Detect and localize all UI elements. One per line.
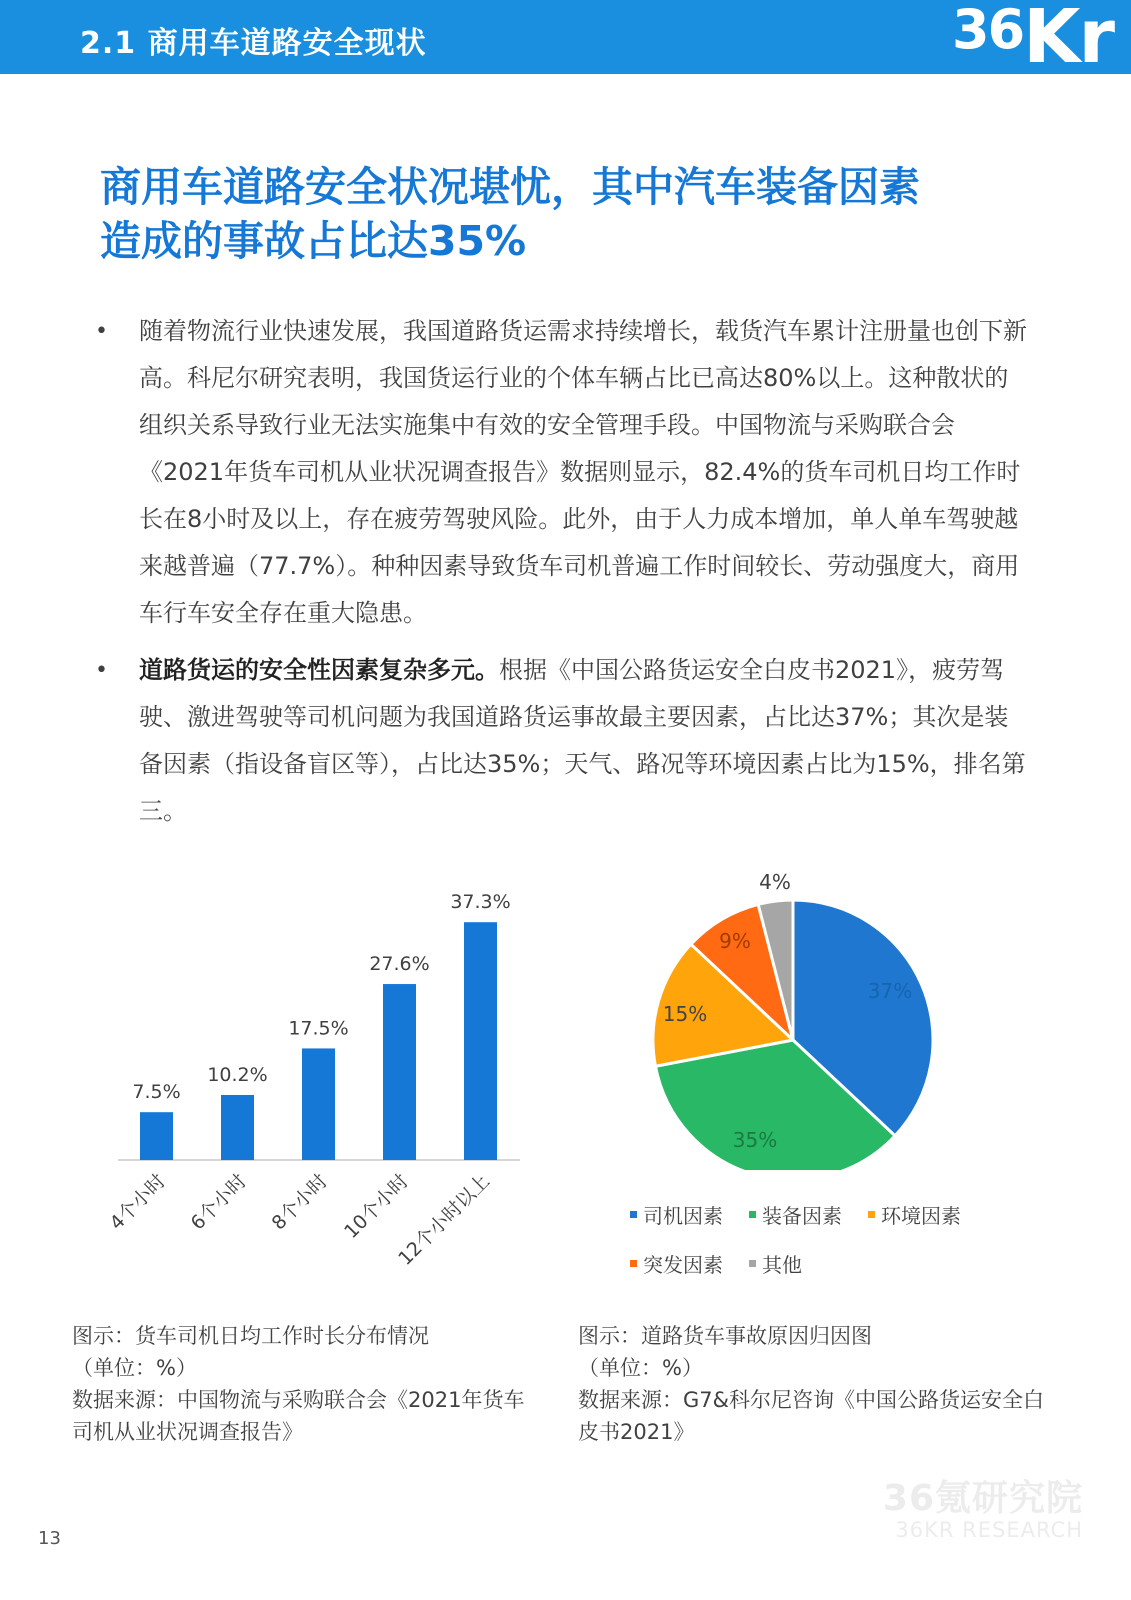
caption-title: 图示：货车司机日均工作时长分布情况: [72, 1324, 429, 1348]
page-headline: [100, 160, 1060, 268]
bullet-text-2: 根据《中国公路货运安全白皮书2021》，疲劳驾驶、激进驾驶等司机问题为我国道路货运事故最主要因素，占比达37%；其次是装备因素（指设备盲区等），占比达35%；天气、路况等环境因素占比为15%，排名第三。: [139, 656, 1026, 825]
bullet-text-1: 随着物流行业快速发展，我国道路货运需求持续增长，载货汽车累计注册量也创下新高。科尼尔研究表明，我国货运行业的个体车辆占比已高达80%以上。这种散状的组织关系导致行业无法实施集中有效的安全管理手段。中国物流与采购联合会《2021年货车司机从业状况调查报告》数据则显示，82.4%的货车司机日均工作时长在8小时及以上，存在疲劳驾驶风险。此外，由于人力成本增加，单人单车驾驶越来越普遍（77.7%）。种种因素导致货车司机普遍工作时间较长、劳动强度大，商用车行车安全存在重大隐患。: [139, 317, 1027, 627]
page-number: 13: [38, 1528, 61, 1549]
bar: [302, 1048, 335, 1160]
legend-label: 环境因素: [881, 1204, 961, 1228]
work-hours-bar-chart: [90, 880, 550, 1300]
bar-value-label: 7.5%: [132, 1081, 181, 1104]
bullet-marker: •: [95, 319, 108, 344]
bullet-list: [95, 308, 1030, 845]
caption-unit: （单位：%）: [72, 1356, 197, 1380]
pie-value-label: 4%: [759, 870, 791, 894]
legend-row-2: [630, 1249, 1030, 1278]
pie-chart-caption: [578, 1320, 1048, 1448]
legend-swatch: [630, 1260, 637, 1267]
x-tick-label: 12个小时以上: [394, 1169, 495, 1270]
pie-value-label: 35%: [732, 1128, 778, 1152]
logo-kr: Kr: [1023, 0, 1113, 80]
x-tick-label: 6个小时: [186, 1169, 252, 1235]
watermark-en: 36KR RESEARCH: [895, 1518, 1083, 1542]
logo-number: 36: [952, 0, 1024, 61]
caption-title: 图示：道路货车事故原因归因图: [578, 1324, 872, 1348]
caption-unit: （单位：%）: [578, 1356, 703, 1380]
bullet-item-1: [95, 308, 1030, 637]
legend-row-1: [630, 1200, 1030, 1229]
bar-chart-caption: [72, 1320, 542, 1448]
section-title: 2.1 商用车道路安全现状: [80, 26, 427, 61]
bullet-marker: •: [95, 658, 108, 683]
legend-item-sudden: [630, 1249, 723, 1278]
legend-item-environment: [868, 1200, 961, 1229]
legend-swatch: [749, 1260, 756, 1267]
bullet-item-2: [95, 647, 1030, 835]
header-bar: [0, 0, 1131, 80]
watermark-cn: 36氪研究院: [882, 1478, 1083, 1519]
legend-label: 突发因素: [643, 1253, 723, 1277]
legend-swatch: [868, 1211, 875, 1218]
legend-item-other: [749, 1249, 802, 1278]
bar-value-label: 37.3%: [450, 891, 511, 914]
legend-item-equipment: [749, 1200, 842, 1229]
bullet-bold-lead: 道路货运的安全性因素复杂多元。: [139, 656, 499, 684]
x-tick-label: 8个小时: [267, 1169, 333, 1235]
legend-label: 其他: [762, 1253, 802, 1277]
legend-item-driver: [630, 1200, 723, 1229]
bar-value-label: 17.5%: [288, 1017, 349, 1040]
pie-value-label: 37%: [867, 979, 913, 1003]
bar: [383, 984, 416, 1160]
accident-cause-pie-chart: [620, 870, 1040, 1170]
legend-swatch: [630, 1211, 637, 1218]
pie-legend: [630, 1200, 1030, 1298]
bar: [464, 922, 497, 1160]
bar: [221, 1095, 254, 1160]
headline-line-2: 造成的事故占比达35%: [100, 217, 527, 265]
x-tick-label: 10个小时: [340, 1169, 414, 1243]
x-tick-label: 4个小时: [105, 1169, 171, 1235]
bar-value-label: 27.6%: [369, 953, 430, 976]
pie-value-label: 15%: [662, 1002, 708, 1026]
36kr-logo: [952, 0, 1113, 80]
legend-label: 司机因素: [643, 1204, 723, 1228]
caption-source: 数据来源：中国物流与采购联合会《2021年货车司机从业状况调查报告》: [72, 1388, 525, 1444]
pie-value-label: 9%: [719, 929, 751, 953]
legend-label: 装备因素: [762, 1204, 842, 1228]
bar: [140, 1112, 173, 1160]
bar-value-label: 10.2%: [207, 1063, 268, 1086]
legend-swatch: [749, 1211, 756, 1218]
headline-line-1: 商用车道路安全状况堪忧，其中汽车装备因素: [100, 163, 920, 211]
caption-source: 数据来源：G7&科尔尼咨询《中国公路货运安全白皮书2021》: [578, 1388, 1045, 1444]
